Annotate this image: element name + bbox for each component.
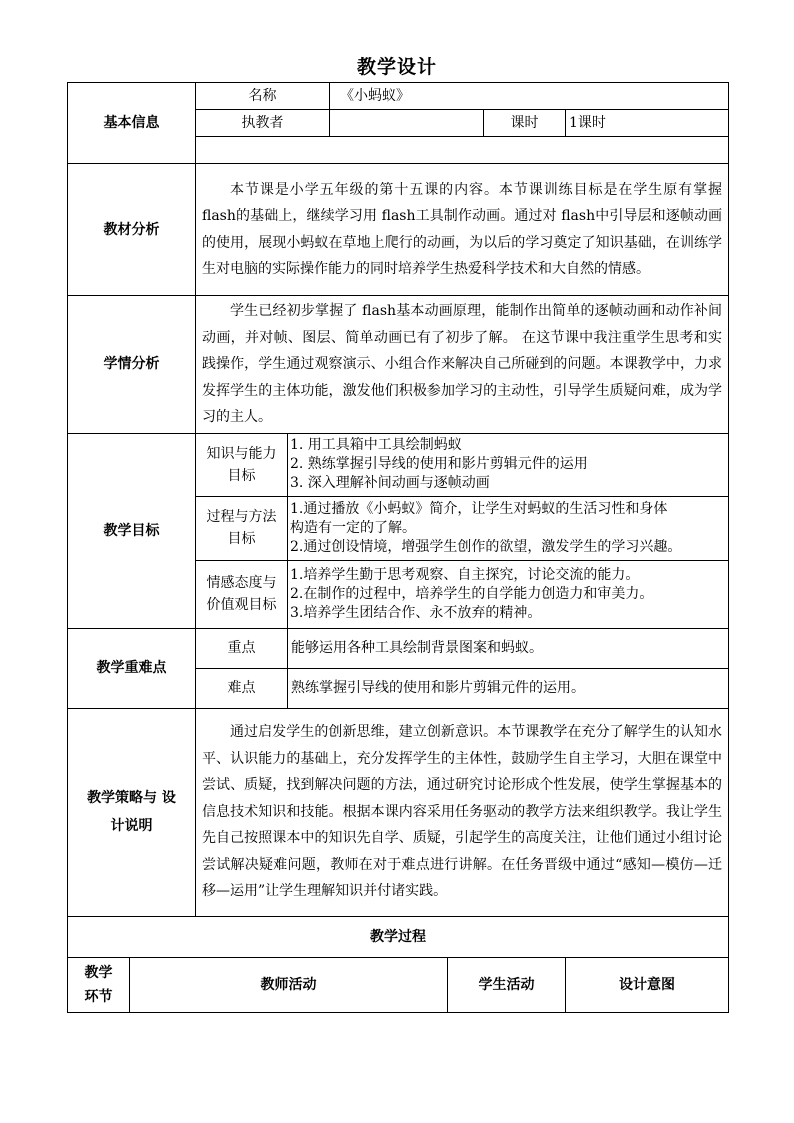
key-point-label: 重点	[196, 628, 288, 668]
goal-label-line: 情感态度与	[206, 575, 277, 591]
goal-label-line: 知识与能力	[206, 445, 277, 462]
goal-label-line: 目标	[227, 531, 256, 547]
goal-process-list	[288, 496, 729, 560]
process-title: 教学过程	[68, 916, 729, 957]
col-stage-line: 教学	[84, 964, 113, 981]
lesson-plan-table	[67, 82, 729, 1013]
goal-item: 1.通过播放《小蚂蚁》简介，让学生对蚂蚁的生活习性和身体	[290, 500, 668, 517]
basic-empty-row	[196, 137, 729, 164]
goal-process-label	[196, 496, 288, 560]
page-title: 教学设计	[356, 56, 437, 78]
teacher-value	[330, 110, 484, 137]
col-intent-header: 设计意图	[566, 957, 729, 1012]
goal-label-line: 价值观目标	[206, 597, 277, 613]
goal-label-line: 过程与方法	[206, 509, 277, 525]
teacher-label: 执教者	[196, 110, 330, 137]
name-value: 《小蚂蚁》	[330, 83, 729, 110]
goal-item: 3.培养学生团结合作、永不放弃的精神。	[290, 604, 542, 621]
goal-emotion-list	[288, 560, 729, 628]
goal-item: 2.在制作的过程中，培养学生的自学能力创造力和审美力。	[290, 585, 654, 602]
goal-item: 2. 熟练掌握引导线的使用和影片剪辑元件的运用	[290, 456, 588, 472]
strategy-label-line: 教学策略与 设	[87, 790, 176, 806]
material-analysis-label: 教材分析	[68, 164, 196, 296]
goal-label-line: 目标	[227, 467, 256, 484]
goal-knowledge-label	[196, 433, 288, 496]
hours-label: 课时	[484, 110, 566, 137]
material-analysis-text: 本节课是小学五年级的第十五课的内容。本节课训练目标是在学生原有掌握 flash的基础上，继续学习用 flash工具制作动画。通过对 flash中引导层和逐帧动画的使用，展现小蚂蚁在草地上爬行的动画，为以后的学习奠定了知识基础，在训练学生对电脑的实际操作能力的同时培养学生热爱科学技术和大自然的情感。	[196, 164, 729, 296]
goal-item: 3. 深入理解补间动画与逐帧动画	[290, 475, 490, 491]
basic-info-label: 基本信息	[68, 83, 196, 164]
difficult-point-text: 熟练掌握引导线的使用和影片剪辑元件的运用。	[288, 668, 729, 708]
key-difficult-label: 教学重难点	[68, 628, 196, 708]
goal-knowledge-list	[288, 433, 729, 496]
strategy-label	[68, 708, 196, 916]
strategy-text: 通过启发学生的创新思维，建立创新意识。本节课教学在充分了解学生的认知水平、认识能力的基础上，充分发挥学生的主体性，鼓励学生自主学习，大胆在课堂中尝试、质疑，找到解决问题的方法，通过研究讨论形成个性发展，使学生掌握基本的信息技术知识和技能。根据本课内容采用任务驱动的教学方法来组织教学。我让学生先自己按照课本中的知识先自学、质疑，引起学生的高度关注，让他们通过小组讨论尝试解决疑难问题，教师在对于难点进行讲解。在任务晋级中通过“感知—模仿—迁移—运用”让学生理解知识并付诸实践。	[196, 708, 729, 916]
col-stage-header	[68, 957, 130, 1012]
goal-emotion-label	[196, 560, 288, 628]
student-analysis-label: 学情分析	[68, 296, 196, 434]
key-point-text: 能够运用各种工具绘制背景图案和蚂蚁。	[288, 628, 729, 668]
col-stage-line: 环节	[84, 988, 113, 1005]
goal-item: 构造有一定的了解。	[290, 519, 416, 536]
col-teacher-header: 教师活动	[130, 957, 448, 1012]
goal-item: 1.培养学生勤于思考观察、自主探究，讨论交流的能力。	[290, 566, 640, 583]
name-label: 名称	[196, 83, 330, 110]
goal-item: 1. 用工具箱中工具绘制蚂蚁	[290, 437, 462, 453]
hours-value: 1课时	[566, 110, 729, 137]
col-student-header: 学生活动	[448, 957, 566, 1012]
teaching-goals-label: 教学目标	[68, 433, 196, 628]
student-analysis-text: 学生已经初步掌握了 flash基本动画原理，能制作出简单的逐帧动画和动作补间动画，并对帧、图层、简单动画已有了初步了解。 在这节课中我注重学生思考和实践操作，学生通过观察演示、小组合作来解决自己所碰到的问题。本课教学中，力求发挥学生的主体功能，激发他们积极参加学习的主动性，引导学生质疑问难，成为学习的主人。	[196, 296, 729, 434]
difficult-point-label: 难点	[196, 668, 288, 708]
strategy-label-line: 计说明	[110, 818, 153, 834]
goal-item: 2.通过创设情境，增强学生创作的欲望，激发学生的学习兴趣。	[290, 538, 682, 555]
